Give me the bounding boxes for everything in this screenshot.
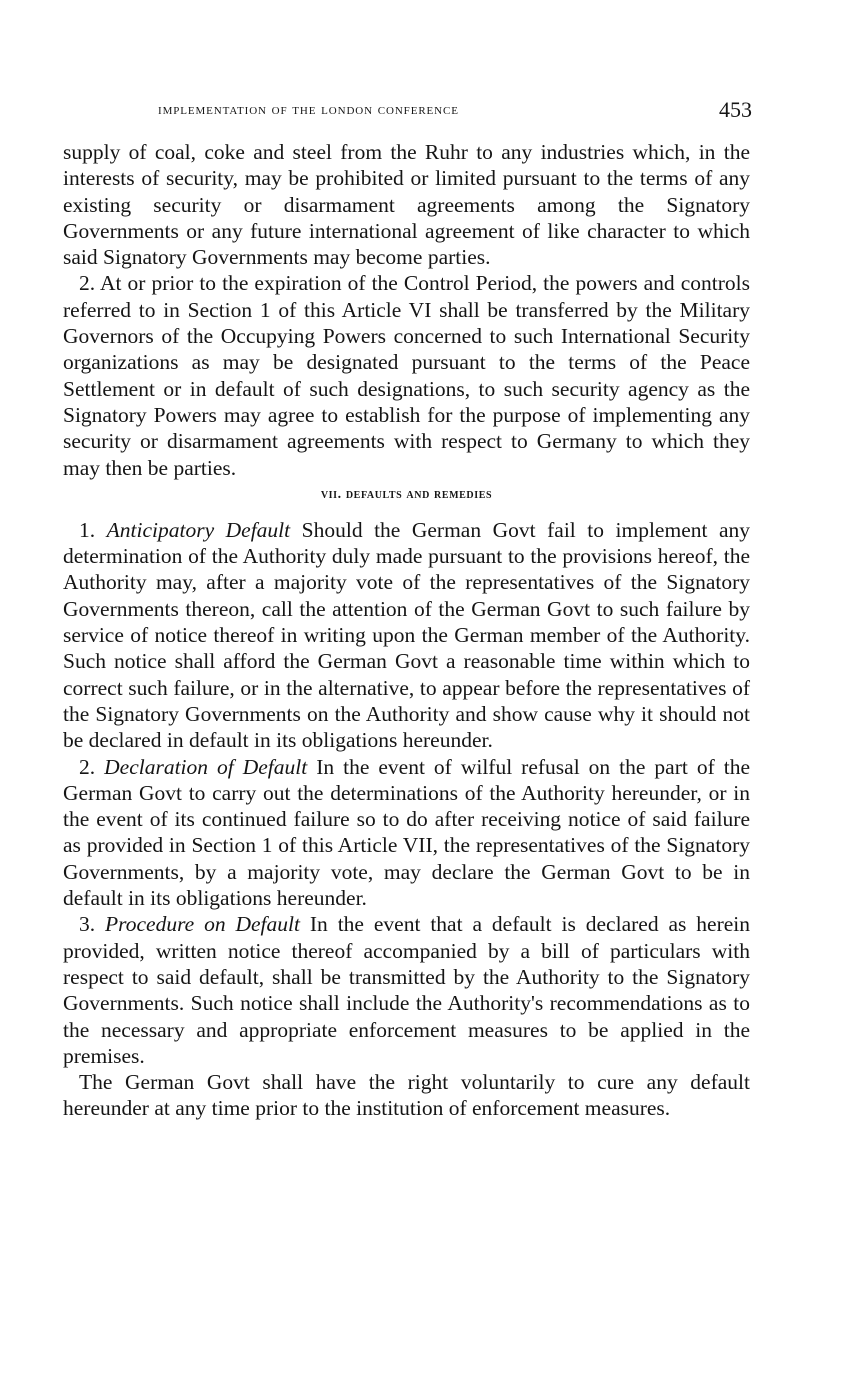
page-number: 453	[719, 97, 752, 122]
paragraph-text: Should the German Govt fail to implement any determination of the Authority duly made pursuant to the provisions hereof, the Authority may, after a majority vote of the representatives of the Signatory Governments thereon, call the attention of the German Govt to such failure by service of notice thereof in writing upon the German member of the Authority. Such notice shall afford the German Govt a reasonable time within which to correct such failure, or in the alternative, to appear before the representatives of the Signatory Governments on the Authority and show cause why it should not be declared in default in its obligations hereunder.	[63, 517, 751, 753]
page-header	[158, 98, 752, 122]
paragraph-text: In the event of wilful refusal on the part of the German Govt to carry out the determinations of the Authority hereunder, or in the event of its continued failure so to do after receiving notice of said failure as provided in Section 1 of this Article VII, the representatives of the Signatory Governments, by a majority vote, may declare the German Govt to be in default in its obligations hereunder.	[63, 754, 750, 911]
paragraph-title: Anticipatory Default	[106, 517, 291, 542]
paragraph-anticipatory-default	[63, 517, 750, 754]
paragraph-number: 1.	[79, 517, 107, 542]
section-heading-text: vii. defaults and remedies	[320, 486, 493, 502]
paragraph-title: Procedure on Default	[105, 912, 300, 937]
paragraph-number: 2.	[79, 754, 105, 779]
body-text	[63, 139, 750, 1122]
paragraph-number: 3.	[79, 912, 106, 937]
paragraph-text: In the event that a default is declared as herein provided, written notice thereof accompanied by a bill of particulars with respect to said default, shall be transmitted by the Authority to the Signatory Governments. Such notice shall include the Authority's recommendations as to the necessary and appropriate enforcement measures to be applied in the premises.	[63, 912, 751, 1068]
paragraph-continuation: supply of coal, coke and steel from the Ruhr to any industries which, in the interests of security, may be prohibited or limited pursuant to the terms of any existing security or disarmament agreements among the Signatory Governments or any future international agreement of like character to which said Signatory Governments may become parties.	[63, 140, 750, 270]
paragraph-title: Declaration of Default	[104, 754, 308, 779]
running-head: implementation of the london conference	[158, 101, 459, 118]
paragraph-procedure-on-default	[63, 911, 750, 1069]
paragraph-declaration-of-default	[63, 754, 750, 912]
paragraph-article-vi-section-2: 2. At or prior to the expiration of the Control Period, the powers and controls referred to in Section 1 of this Article VI shall be transferred by the Military Governors of the Occupying Powers concerned to such International Security organizations as may be designated pursuant to the terms of the Peace Settlement or in default of such designations, to such security agency as the Signatory Powers may agree to establish for the purpose of implementing any security or disarmament agreements with respect to Germany to which they may then be parties.	[63, 271, 750, 480]
section-heading	[63, 484, 750, 506]
paragraph-right-to-cure: The German Govt shall have the right voluntarily to cure any default hereunder at any time prior to the institution of enforcement measures.	[63, 1070, 750, 1121]
